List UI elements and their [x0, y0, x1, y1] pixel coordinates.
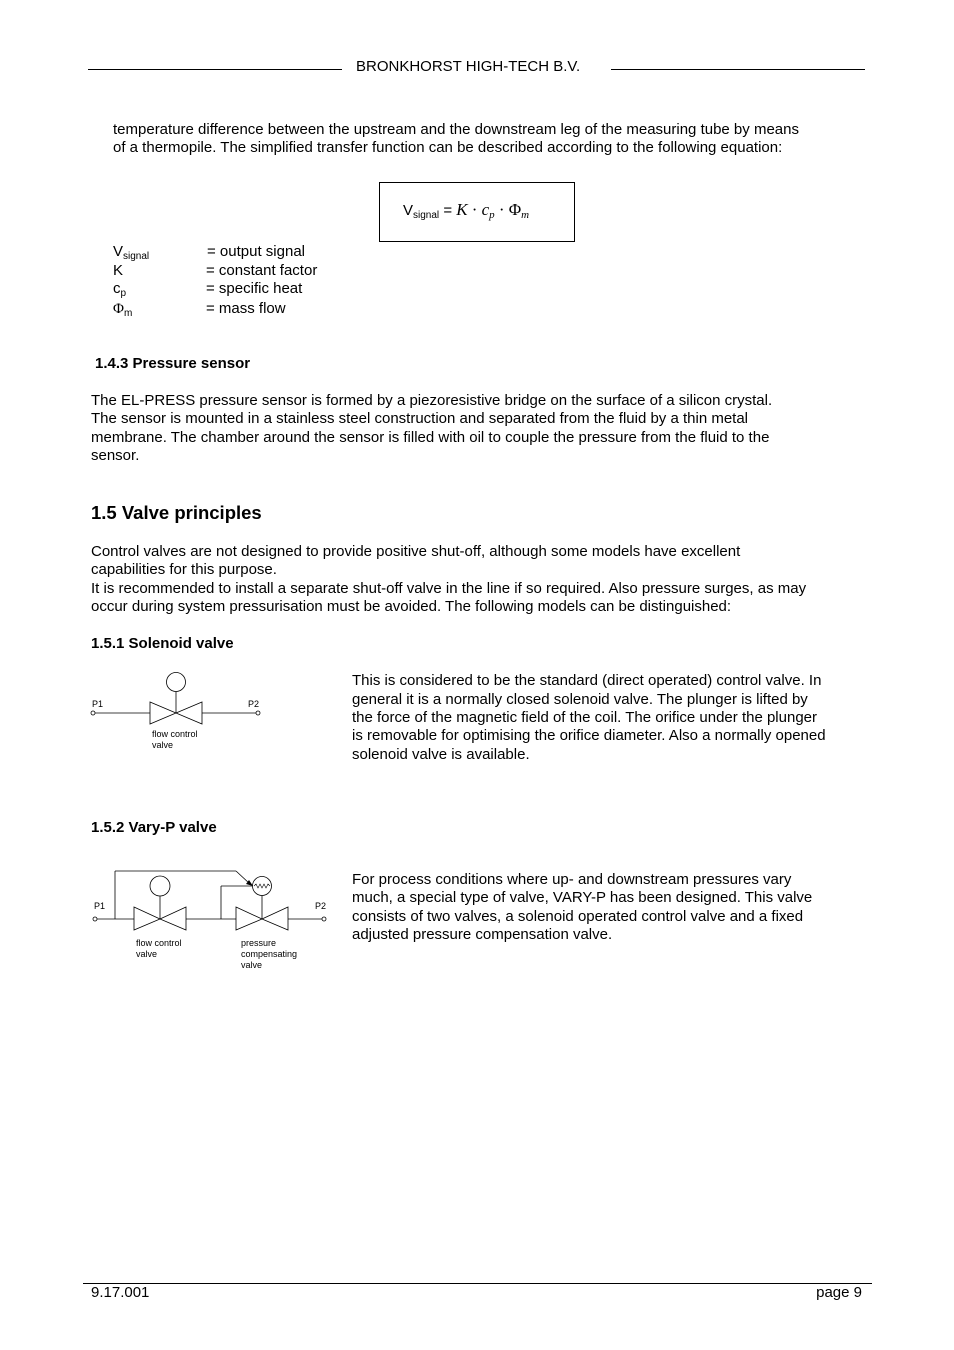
- varyp-line-1: For process conditions where up- and downstream pressures vary: [352, 871, 792, 888]
- solenoid-valve-diagram: [88, 668, 268, 758]
- valve-line-1: Control valves are not designed to provide positive shut-off, although some models have excellent: [91, 543, 741, 560]
- var-symbol-v: $V_{signal}$: [113, 243, 150, 262]
- solenoid-p1-label: P1: [92, 699, 104, 709]
- varyp-p1-label: P1: [94, 901, 106, 911]
- header-rule-left: [88, 69, 342, 70]
- formula-dot-1: ·: [471, 200, 478, 219]
- varyp-press-label-1: pressure: [241, 938, 277, 948]
- varyp-p1-port: [93, 917, 97, 921]
- valve-principles-heading: 1.5 Valve principles: [91, 502, 262, 523]
- varyp-press-label-2: compensating: [241, 949, 298, 959]
- var-desc-cp: = specific heat: [206, 280, 303, 297]
- formula-k: K: [456, 200, 468, 219]
- intro-line-2: of a thermopile. The simplified transfer function can be described according to the following equation:: [113, 139, 783, 156]
- solenoid-line-2: general it is a normally closed solenoid valve. The plunger is lifted by: [352, 691, 808, 708]
- varyp-flow-label-1: flow control: [136, 938, 182, 948]
- footer-rule: [83, 1283, 872, 1284]
- solenoid-coil-icon: [167, 673, 186, 692]
- solenoid-p2-label: P2: [248, 699, 260, 709]
- var-symbol-k: K: [113, 262, 124, 279]
- formula: [403, 200, 529, 221]
- varyp-line-3: consists of two valves, a solenoid operated control valve and a fixed: [352, 908, 804, 925]
- footer-doc-number: 9.17.001: [91, 1284, 150, 1301]
- varyp-valve-diagram: [88, 866, 338, 976]
- solenoid-valve-body-right: [176, 702, 202, 724]
- formula-phi: Φ: [508, 200, 522, 219]
- formula-box: [379, 182, 575, 242]
- formula-dot-2: ·: [498, 200, 505, 219]
- pressure-line-2: The sensor is mounted in a stainless steel construction and separated from the fluid by a thin metal: [91, 410, 749, 427]
- formula-lhs-sub: signal: [413, 210, 440, 221]
- solenoid-label-line-1: flow control: [152, 729, 198, 739]
- var-symbol-phi: $\Phi_m$: [113, 301, 133, 319]
- solenoid-label-line-2: valve: [152, 740, 174, 750]
- varyp-press-label-3: valve: [241, 960, 263, 970]
- valve-line-3: It is recommended to install a separate shut-off valve in the line if so required. Also pressure surges, as may: [91, 580, 807, 597]
- solenoid-line-5: solenoid valve is available.: [352, 746, 530, 763]
- var-desc-k: = constant factor: [206, 262, 318, 279]
- formula-c: c: [481, 200, 490, 219]
- varyp-flow-coil-icon: [150, 876, 170, 896]
- varyp-flow-valve-right: [160, 907, 186, 930]
- pressure-line-1: The EL-PRESS pressure sensor is formed by a piezoresistive bridge on the surface of a silicon crystal.: [91, 392, 773, 409]
- pressure-line-3: membrane. The chamber around the sensor is filled with oil to couple the pressure from the fluid to the: [91, 429, 770, 446]
- varyp-press-valve-left: [236, 907, 262, 930]
- solenoid-line-3: the force of the magnetic field of the coil. The orifice under the plunger: [352, 709, 817, 726]
- footer-page-number: page 9: [816, 1284, 862, 1301]
- solenoid-valve-body-left: [150, 702, 176, 724]
- varyp-flow-valve-left: [134, 907, 160, 930]
- solenoid-line-4: is removable for optimising the orifice diameter. Also a normally opened: [352, 727, 826, 744]
- var-symbol-cp: $c_p$: [113, 280, 127, 299]
- solenoid-heading: 1.5.1 Solenoid valve: [91, 635, 234, 652]
- varyp-line-4: adjusted pressure compensation valve.: [352, 926, 613, 943]
- varyp-flow-label-2: valve: [136, 949, 158, 959]
- varyp-press-valve-right: [262, 907, 288, 930]
- formula-lhs: V: [403, 202, 414, 219]
- valve-line-2: capabilities for this purpose.: [91, 561, 277, 578]
- formula-equals: =: [443, 202, 453, 219]
- intro-line-1: temperature difference between the upstream and the downstream leg of the measuring tube by means: [113, 121, 799, 138]
- var-desc-phi: = mass flow: [206, 300, 286, 317]
- formula-phi-sub: m: [521, 209, 530, 221]
- formula-c-sub: p: [489, 209, 495, 221]
- varyp-line-2: much, a special type of valve, VARY-P has been designed. This valve: [352, 889, 813, 906]
- header-company: BRONKHORST HIGH-TECH B.V.: [356, 58, 581, 75]
- varyp-press-diaphragm-icon: [253, 877, 272, 896]
- varyp-p2-port: [322, 917, 326, 921]
- pressure-sensor-heading: 1.4.3 Pressure sensor: [95, 355, 251, 372]
- solenoid-p1-port: [91, 711, 95, 715]
- var-desc-v: = output signal: [207, 243, 305, 260]
- header-rule-right: [611, 69, 865, 70]
- solenoid-line-1: This is considered to be the standard (direct operated) control valve. In: [352, 672, 822, 689]
- varyp-heading: 1.5.2 Vary-P valve: [91, 819, 217, 836]
- varyp-p2-label: P2: [315, 901, 327, 911]
- solenoid-p2-port: [256, 711, 260, 715]
- pressure-line-4: sensor.: [91, 447, 140, 464]
- valve-line-4: occur during system pressurisation must be avoided. The following models can be distinguished:: [91, 598, 732, 615]
